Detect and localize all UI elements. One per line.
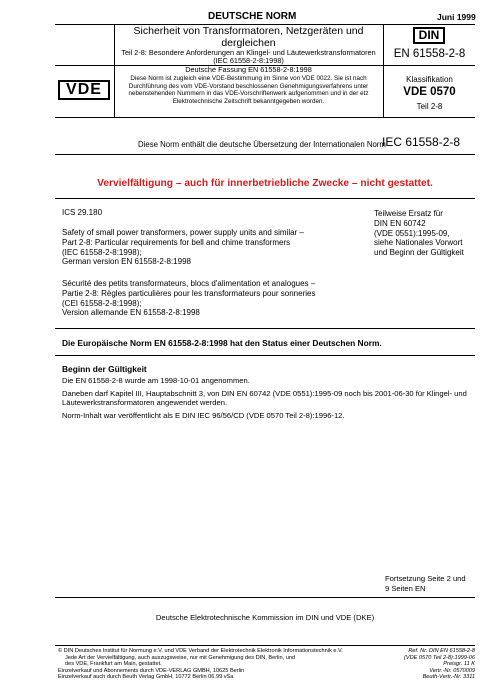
ics-code: ICS 29.180 — [62, 208, 103, 217]
translation-note: Diese Norm enthält die deutsche Übersetzung der Internationalen Norm — [138, 140, 386, 149]
din-logo: DIN — [413, 27, 445, 44]
copyright-block: © DIN Deutsches Institut für Normung e.V. und VDE Verband der Elektrotechnik Elektronik Informationstechnik e.V. Jede Art der Vervielfältigung, auch auszugsweise, nur mit Genehmigung des DIN, Berlin, und des VDE, Frankfurt am Main, gestattet. Einzelverkauf und Abonnements durch VDE-VERLAG GMBH, 10625 Berlin Einzelverkauf auch durch Beuth Verlag GmbH, 10772 Berlin 06.99 vSa — [58, 648, 343, 681]
title-block — [114, 25, 383, 74]
publication-date: Juni 1999 — [437, 12, 476, 22]
french-title: Sécurité des petits transformateurs, blocs d'alimentation et analogues – Partie 2-8: Règles particulières pour les transformateurs pour sonneries (CEI 61558-2-8:1998); Version allemande EN 61558-2-8:1998 — [62, 279, 316, 318]
iec-number: IEC 61558-2-8 — [382, 135, 461, 149]
status-statement: Die Europäische Norm EN 61558-2-8:1998 hat den Status einer Deutschen Norm. — [62, 338, 382, 348]
vde-number: VDE 0570 — [403, 86, 456, 98]
vde-part: Teil 2-8 — [416, 102, 443, 111]
norm-number: EN 61558-2-8 — [393, 48, 466, 60]
committee: Deutsche Elektrotechnische Kommission im DIN und VDE (DKE) — [155, 613, 375, 622]
english-title: Safety of small power transformers, power supply units and similar – Part 2-8: Particular requirements for bell and chime transformers (IEC 61558-2-8:1998); German version EN 61558-2-8:1998 — [62, 228, 304, 267]
norm-title: Sicherheit von Transformatoren, Netzgeräten und dergleichen — [133, 25, 364, 49]
continuation-note: Fortsetzung Seite 2 und 9 Seiten EN — [385, 574, 466, 593]
classification-label: Klassifikation — [406, 75, 453, 84]
replacement-note: Teilweise Ersatz für DIN EN 60742 (VDE 0551):1995-09, siehe Nationales Vorwort und Beginn der Gültigkeit — [374, 209, 464, 258]
validity-heading: Beginn der Gültigkeit — [62, 364, 147, 374]
reference-block: Ref. Nr. DIN EN 61558-2-8 (VDE 0570 Teil 2-8):1999-06 Preisgr. 11 K Vertr.-Nr. 0570009 Beuth-Vertr.-Nr. 3311 — [403, 648, 475, 681]
norm-series: DEUTSCHE NORM — [208, 11, 297, 22]
norm-subtitle: Teil 2-8: Besondere Anforderungen an Klingel- und Läutewerkstransformatoren (IEC 61558-2-8:1998) Deutsche Fassung EN 61558-2-8:1998 — [121, 48, 376, 74]
validity-text: Die EN 61558-2-8 wurde am 1998-10-01 angenommen. Daneben darf Kapitel III, Hauptabschnitt 3, von DIN EN 60742 (VDE 0551):1995-09 noch bis 2001-06-30 für Klingel- und Läutewerkstransformatoren angewendet werden. Norm-Inhalt war veröffentlicht als E DIN IEC 96/56/CD (VDE 0570 Teil 2-8):1996-12. — [62, 376, 467, 420]
vde-notice: Diese Norm ist zugleich eine VDE-Bestimmung im Sinne von VDE 0022. Sie ist nach Durchführung des vom VDE-Vorstand beschlossenen Genehmigungsverfahrens unter nebenstehenden Nummern in das VDE-Vorschriftenwerk aufgenommen und in der etz Elektrotechnische Zeitschrift bekanntgegeben worden. — [128, 75, 369, 105]
vde-logo: VDE — [58, 80, 110, 100]
reproduction-warning: Vervielfältigung – auch für innerbetriebliche Zwecke – nicht gestattet. — [97, 178, 433, 189]
